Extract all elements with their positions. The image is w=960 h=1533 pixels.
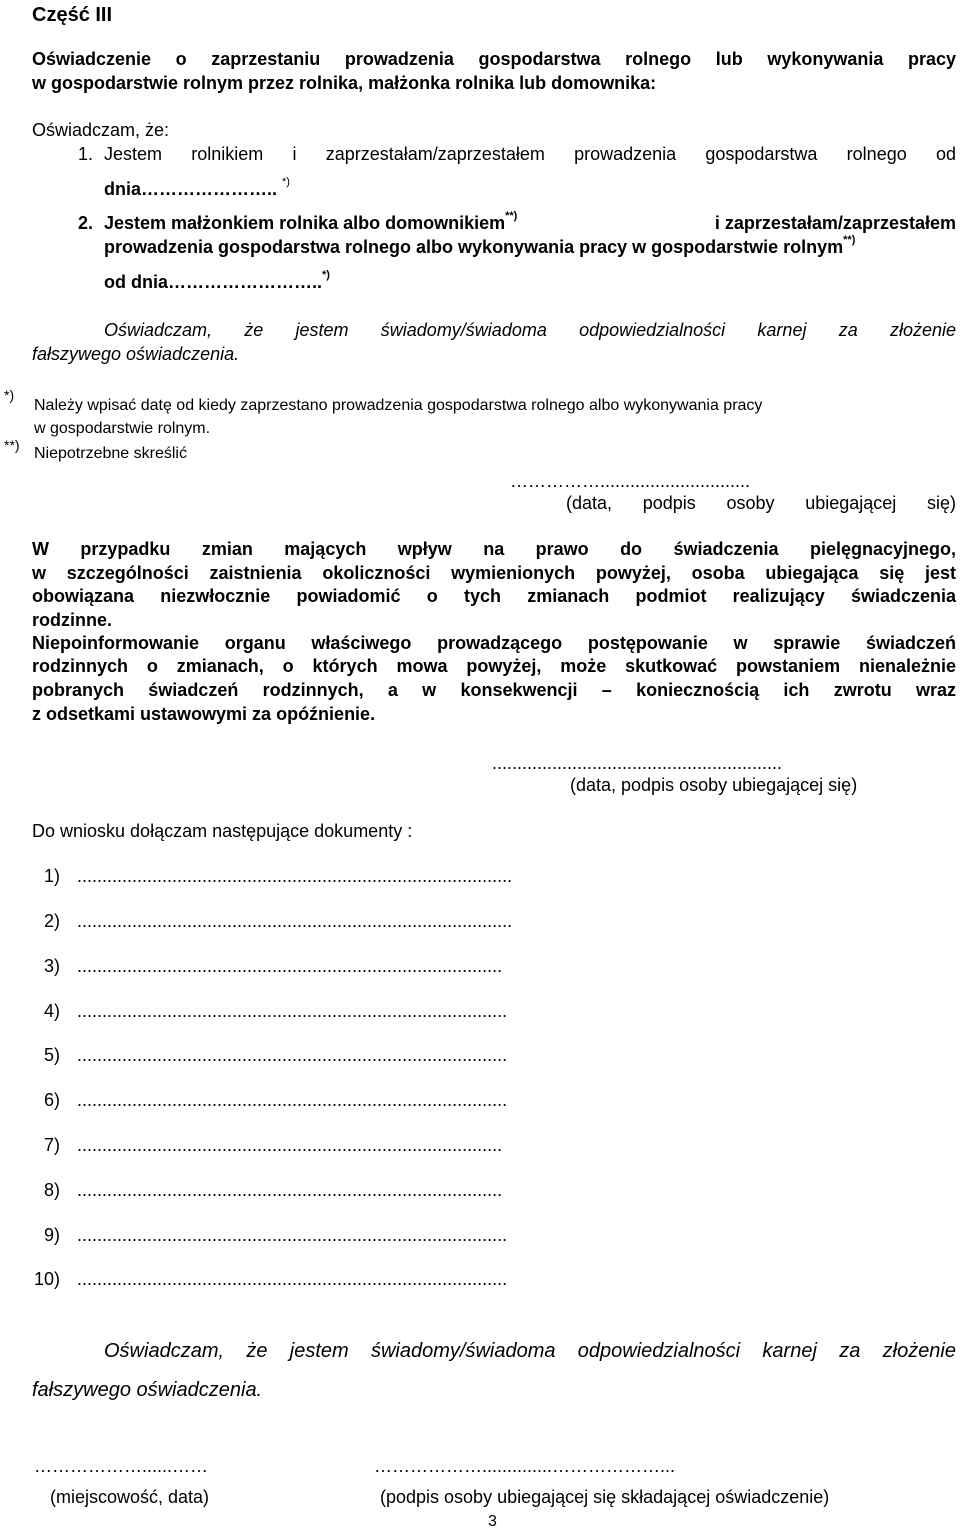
item-field[interactable]: ...................................................................................... xyxy=(77,1269,508,1289)
item-field[interactable]: ...................................................................................... xyxy=(77,1001,508,1021)
notice-p1-line3: obowiązana niezwłocznie powiadomić o tych zmianach podmiot realizujący świadczenia xyxy=(32,586,956,606)
notice-p2-line2: rodzinnych o zmianach, o których mowa powyżej, może skutkować powstaniem nienależnie xyxy=(32,656,956,676)
item-number: 3) xyxy=(43,956,60,976)
item-number: 7) xyxy=(43,1135,60,1155)
section-heading-line2: w gospodarstwie rolnym przez rolnika, małżonka rolnika lub domownika: xyxy=(32,73,657,93)
section-heading-line1: Oświadczenie o zaprzestaniu prowadzenia gospodarstwa rolnego lub wykonywania pracy xyxy=(32,49,956,69)
signature1-dots: …………….............................. xyxy=(510,471,751,491)
item2-line1-end: i zaprzestałam/zaprzestałem xyxy=(714,213,956,233)
notice-p2-line1: Niepoinformowanie organu właściwego prowadzącego postępowanie w sprawie świadczeń xyxy=(32,633,956,653)
item-number: 9) xyxy=(43,1225,60,1245)
notice-p1-line4: rodzinne. xyxy=(32,610,112,630)
item-field[interactable]: ...................................................................................... xyxy=(77,1045,508,1065)
signature2-label: (data, podpis osoby ubiegającej się) xyxy=(570,775,858,795)
intro-text: Oświadczam, że: xyxy=(32,120,170,140)
item-number: 5) xyxy=(43,1045,60,1065)
footnote-ref: **) xyxy=(505,210,518,222)
item1-line2 xyxy=(104,178,290,201)
item-field[interactable]: ..................................................................................... xyxy=(77,1180,503,1200)
item2-line3 xyxy=(104,271,330,294)
item-field[interactable]: ..................................................................................... xyxy=(77,956,503,976)
item-field[interactable]: ....................................................................................... xyxy=(77,911,513,931)
footnote1-line2: w gospodarstwie rolnym. xyxy=(34,420,211,437)
item2-line1 xyxy=(104,212,956,235)
footnote2-text: Niepotrzebne skreślić xyxy=(34,445,187,462)
item-number: 8) xyxy=(43,1180,60,1200)
item-number: 6) xyxy=(43,1090,60,1110)
item2-date-field: od dnia…………………….. xyxy=(104,272,322,292)
item-number: 2) xyxy=(43,911,60,931)
statement-line1: Oświadczam, że jestem świadomy/świadoma odpowiedzialności karnej za złożenie xyxy=(104,320,956,340)
item2-line2 xyxy=(104,236,855,259)
notice-p2-line4: z odsetkami ustawowymi za opóźnienie. xyxy=(32,704,376,724)
notice-p1-line2: w szczególności zaistnienia okoliczności wymienionych powyżej, osoba ubiegająca się jest xyxy=(32,563,956,583)
signature1-label: (data, podpis osoby ubiegającej się) xyxy=(566,493,956,513)
item2-line2-text: prowadzenia gospodarstwa rolnego albo wykonywania pracy w gospodarstwie rolnym xyxy=(104,237,844,257)
applicant-signature-label: (podpis osoby ubiegającej się składającej oświadczenie) xyxy=(380,1487,830,1507)
item-field[interactable]: ...................................................................................... xyxy=(77,1225,508,1245)
applicant-signature-dots: ………………..............………………... xyxy=(374,1456,676,1476)
place-date-dots: ………………......…… xyxy=(34,1456,209,1476)
item2-number: 2. xyxy=(78,213,94,233)
item-number: 10) xyxy=(33,1269,60,1289)
notice-p2-line3: pobranych świadczeń rodzinnych, a w konsekwencji – koniecznością ich zwrotu wraz xyxy=(32,680,956,700)
footnote2-mark: **) xyxy=(4,437,20,453)
item1-date-field: dnia………………….. xyxy=(104,179,283,199)
final-statement-line1: Oświadczam, że jestem świadomy/świadoma odpowiedzialności karnej za złożenie xyxy=(104,1340,956,1362)
statement-line2: fałszywego oświadczenia. xyxy=(32,344,240,364)
page-number: 3 xyxy=(488,1513,497,1530)
footnote1-mark: *) xyxy=(4,387,15,403)
item-field[interactable]: ..................................................................................... xyxy=(77,1135,503,1155)
footnote-ref: **) xyxy=(843,234,856,246)
footnote1-line1: Należy wpisać datę od kiedy zaprzestano prowadzenia gospodarstwa rolnego albo wykonywania pracy xyxy=(34,397,763,414)
item-number: 4) xyxy=(43,1001,60,1021)
place-date-label: (miejscowość, data) xyxy=(50,1487,210,1507)
item-field[interactable]: ....................................................................................... xyxy=(77,866,513,886)
item2-line1-text: Jestem małżonkiem rolnika albo domownikiem xyxy=(104,213,506,233)
notice-p1-line1: W przypadku zmian mających wpływ na prawo do świadczenia pielęgnacyjnego, xyxy=(32,539,956,559)
attachments-heading: Do wniosku dołączam następujące dokumenty : xyxy=(32,821,413,841)
final-statement-line2: fałszywego oświadczenia. xyxy=(32,1379,263,1401)
item1-number: 1. xyxy=(78,144,94,164)
item-field[interactable]: ...................................................................................... xyxy=(77,1090,508,1110)
item1-line1: Jestem rolnikiem i zaprzestałam/zaprzestałem prowadzenia gospodarstwa rolnego od xyxy=(104,144,956,164)
page-title: Część III xyxy=(32,4,113,26)
item-number: 1) xyxy=(43,866,60,886)
footnote-ref: *) xyxy=(282,176,290,188)
footnote-ref: *) xyxy=(322,269,330,281)
signature2-dots: .......................................................... xyxy=(492,753,783,773)
